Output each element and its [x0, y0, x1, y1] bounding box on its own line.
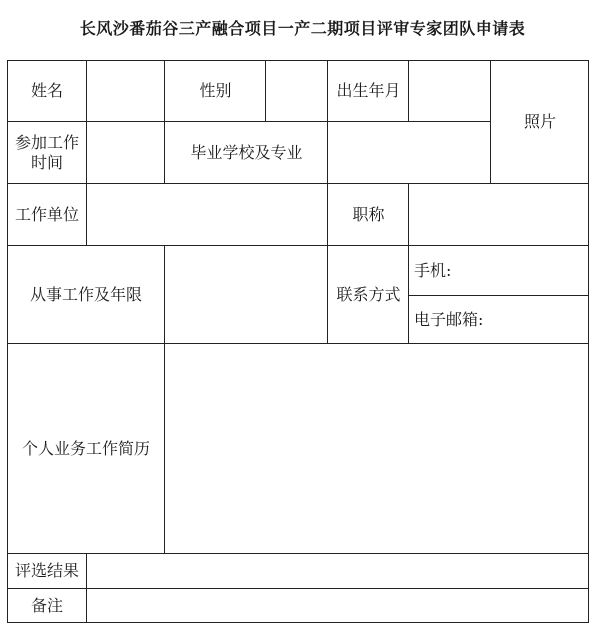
work-start-field[interactable]: [87, 121, 165, 184]
school-major-label: 毕业学校及专业: [190, 142, 303, 162]
photo-field[interactable]: 照片: [523, 112, 556, 131]
gender-field[interactable]: [266, 60, 328, 122]
school-major-field[interactable]: [328, 121, 491, 184]
remarks-label: 备注: [30, 595, 63, 615]
employer-field[interactable]: [87, 183, 328, 246]
experience-label: 从事工作及年限: [29, 284, 142, 304]
email-label: 电子邮箱:: [414, 309, 484, 329]
email-field[interactable]: [409, 295, 589, 344]
resume-field[interactable]: [165, 343, 589, 554]
form-title: 长风沙番茄谷三产融合项目一产二期项目评审专家团队申请表: [79, 19, 526, 38]
work-start-label-line1: 参加工作: [14, 132, 79, 152]
mobile-field[interactable]: [409, 245, 589, 296]
employer-label: 工作单位: [14, 204, 79, 224]
birth-field[interactable]: [409, 60, 491, 122]
gender-label: 性别: [199, 81, 232, 100]
job-title-label: 职称: [352, 204, 385, 224]
birth-label: 出生年月: [336, 81, 401, 100]
contact-label: 联系方式: [336, 284, 401, 304]
result-field[interactable]: [87, 553, 589, 589]
work-start-label-line2: 时间: [30, 152, 63, 172]
resume-label: 个人业务工作简历: [21, 438, 150, 458]
name-label: 姓名: [30, 81, 63, 100]
remarks-field[interactable]: [87, 588, 589, 623]
name-field[interactable]: [87, 60, 165, 122]
experience-field[interactable]: [165, 245, 328, 344]
job-title-field[interactable]: [409, 183, 589, 246]
result-label: 评选结果: [14, 561, 79, 580]
mobile-label: 手机:: [414, 260, 452, 280]
work-start-label: [7, 121, 87, 184]
